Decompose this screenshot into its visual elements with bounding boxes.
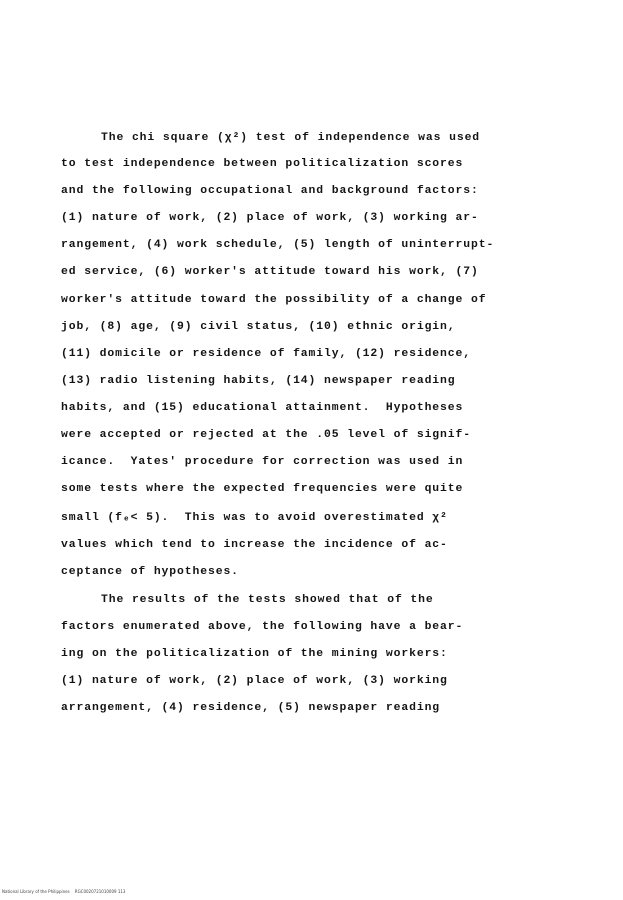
text-line: habits, and (15) educational attainment. Hypotheses [61, 402, 464, 414]
text-line: were accepted or rejected at the .05 level of signif- [61, 429, 471, 441]
text-line: worker's attitude toward the possibility of a change of [61, 294, 487, 306]
text-line: (13) radio listening habits, (14) newspaper reading [61, 375, 456, 387]
text-line: some tests where the expected frequencies were quite [61, 483, 464, 495]
text-line: to test independence between politicalization scores [61, 158, 464, 170]
text-line: (11) domicile or residence of family, (12) residence, [61, 348, 471, 360]
text-line: (1) nature of work, (2) place of work, (3) working ar- [61, 212, 479, 224]
text-line: icance. Yates' procedure for correction was used in [61, 456, 464, 468]
text-line: arrangement, (4) residence, (5) newspaper reading [61, 702, 441, 714]
text-line: (1) nature of work, (2) place of work, (3) working [61, 675, 448, 687]
scan-footer: National Library of the Philippines RGC0020721010009 113 [2, 889, 126, 894]
text-line: ing on the politicalization of the mining workers: [61, 648, 448, 660]
text-line: The results of the tests showed that of the [101, 594, 434, 606]
text-line: small (fₑ< 5). This was to avoid overestimated χ² [61, 512, 448, 524]
text-line: factors enumerated above, the following have a bear- [61, 621, 464, 633]
text-line: ceptance of hypotheses. [61, 566, 239, 578]
text-line: rangement, (4) work schedule, (5) length of uninterrupt- [61, 239, 495, 251]
text-line: values which tend to increase the incidence of ac- [61, 539, 448, 551]
text-line: job, (8) age, (9) civil status, (10) ethnic origin, [61, 321, 456, 333]
text-line: The chi square (χ²) test of independence was used [101, 132, 481, 144]
text-line: and the following occupational and background factors: [61, 185, 479, 197]
text-line: ed service, (6) worker's attitude toward his work, (7) [61, 266, 479, 278]
